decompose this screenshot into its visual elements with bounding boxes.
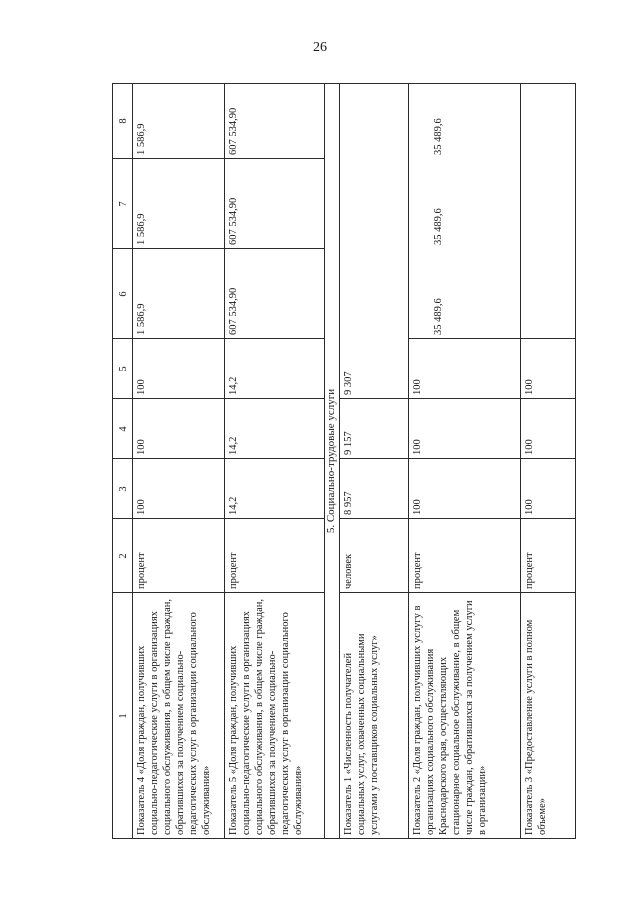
value-cell: 14,2	[228, 436, 239, 455]
header-cell: 7	[118, 201, 129, 207]
value-cell: 1 586,9	[136, 303, 147, 335]
indicator-name: Показатель 5 «Доля граждан, получивших социально-педагогические услуги в организациях социального обслуживания, в общем числе граждан, обратившихся за получением социально-педагогических услуг в организации социального обслуживания»	[228, 599, 304, 835]
table-border-right	[112, 83, 576, 84]
value-cell: 1 586,9	[136, 213, 147, 245]
col-divider	[339, 398, 576, 399]
value-cell: 14,2	[228, 496, 239, 515]
header-cell: 6	[118, 291, 129, 297]
value-cell: 100	[412, 499, 423, 515]
unit-cell: человек	[343, 553, 354, 589]
value-cell: 35 489,6	[433, 118, 444, 155]
value-cell: 607 534,90	[228, 107, 239, 155]
indicator-name: Показатель 1 «Численность получателей социальных услуг, охваченных социальными услугами у поставщиков социальных услуг»	[343, 633, 380, 835]
value-cell: 35 489,6	[433, 208, 444, 245]
value-cell: 9 157	[343, 431, 354, 455]
value-cell: 607 534,90	[228, 287, 239, 335]
value-cell: 100	[136, 379, 147, 395]
table-border-bottom	[575, 83, 576, 839]
header-cell: 4	[118, 426, 129, 432]
header-cell: 1	[118, 713, 129, 719]
value-cell: 607 534,90	[228, 197, 239, 245]
section-title: 5. Социально-трудовые услуги	[325, 388, 337, 534]
header-cell: 2	[118, 553, 129, 559]
value-cell: 14,2	[228, 376, 239, 395]
indicator-name: Показатель 2 «Доля граждан, получивших услугу в организациях социального обслуживания Краснодарского края, осуществляющих стационарное социальное обслуживание, в общем числе граждан, обратившихся за получением услуги в организации»	[412, 600, 488, 835]
page-number: 26	[313, 40, 327, 55]
value-cell: 100	[412, 379, 423, 395]
value-cell: 35 489,6	[433, 298, 444, 335]
header-cell: 5	[118, 366, 129, 372]
unit-cell: процент	[228, 552, 239, 589]
unit-cell: процент	[412, 552, 423, 589]
value-cell: 100	[412, 439, 423, 455]
rotated-table	[112, 83, 576, 839]
value-cell: 8 957	[343, 491, 354, 515]
header-cell: 3	[118, 486, 129, 492]
value-cell: 100	[136, 499, 147, 515]
unit-cell: процент	[524, 552, 535, 589]
value-cell: 100	[524, 379, 535, 395]
value-cell: 1 586,9	[136, 123, 147, 155]
value-cell: 100	[136, 439, 147, 455]
value-cell: 9 307	[343, 371, 354, 395]
value-cell: 100	[524, 439, 535, 455]
value-cell: 100	[524, 499, 535, 515]
col-divider	[339, 458, 576, 459]
indicator-name: Показатель 3 «Предоставление услуги в полном объеме»	[524, 619, 548, 835]
data-table	[112, 83, 576, 839]
table-border-top	[112, 83, 113, 839]
unit-cell: процент	[136, 552, 147, 589]
indicator-name: Показатель 4 «Доля граждан, получивших социально-педагогические услуги в организациях социального обслуживания, в общем числе граждан, обратившихся за получением социально-педагогических услуг в организации социального обслуживания»	[136, 599, 212, 835]
col-divider	[339, 518, 576, 519]
header-cell: 8	[118, 118, 129, 124]
